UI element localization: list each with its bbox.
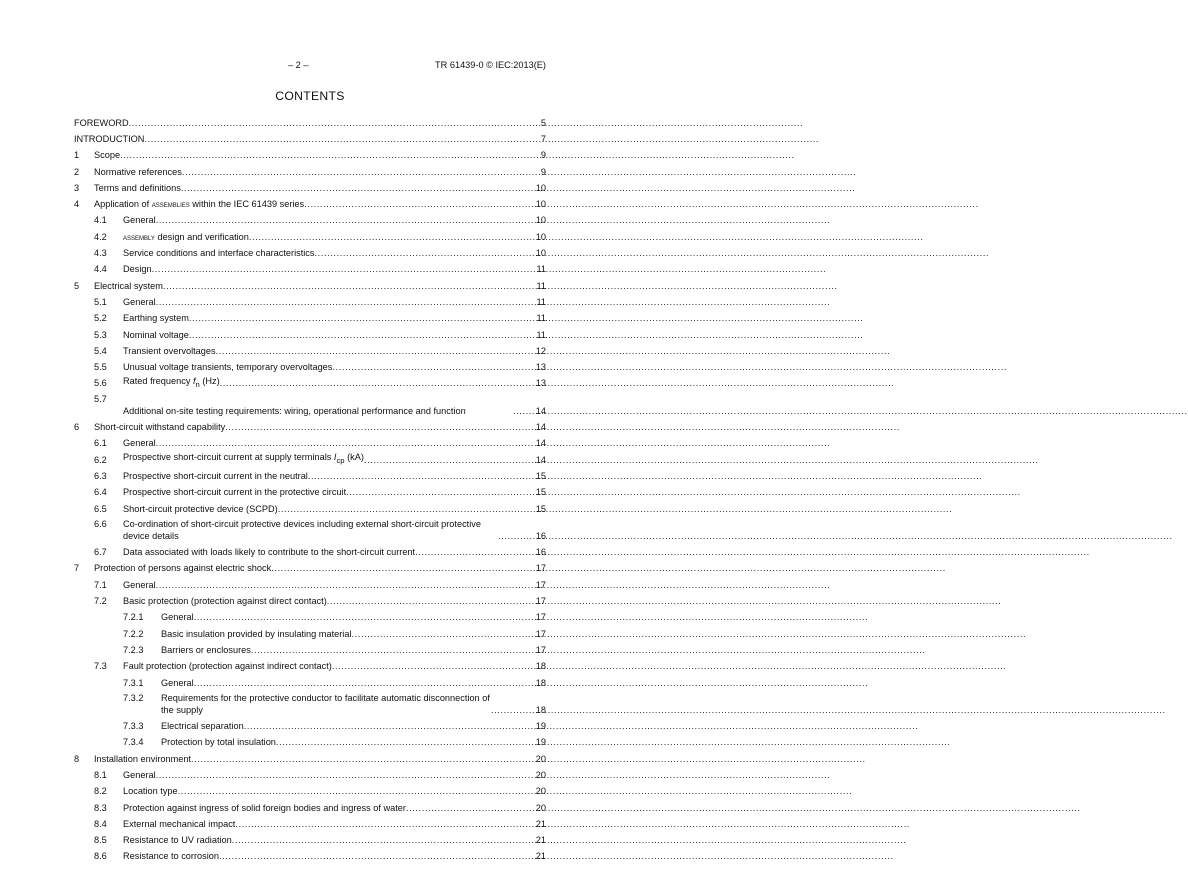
toc-entry-page: 20 — [535, 769, 546, 780]
toc-entry-title: Short-circuit withstand capability — [94, 422, 226, 433]
toc-entry-number: 7.3.2 — [123, 693, 144, 704]
toc-entry-title: Transient overvoltages — [123, 345, 216, 356]
toc-entry-title: Design — [123, 264, 152, 275]
document-reference: TR 61439-0 © IEC:2013(E) — [435, 60, 546, 70]
toc-entry-number: 4 — [74, 199, 80, 210]
toc-entry-title: Earthing system — [123, 313, 189, 324]
toc-entry-title: Normative references — [94, 166, 182, 177]
toc-entry-foreword[interactable] — [74, 113, 546, 129]
toc-entry-4-2[interactable] — [74, 227, 546, 243]
toc-entry-8-1[interactable] — [74, 765, 546, 781]
toc-entry-page: 17 — [535, 563, 546, 574]
toc-entry-page: 17 — [535, 644, 546, 655]
toc-entry-page: 14 — [535, 454, 546, 465]
toc-entry-page: 19 — [535, 721, 546, 732]
toc-entry-6[interactable] — [74, 417, 546, 433]
page-number: – 2 – — [288, 60, 309, 70]
toc-entry-number: 7.1 — [94, 579, 107, 590]
toc-entry-title: Co-ordination of short-circuit protective devices including external short-circuit protective device details — [123, 519, 481, 541]
toc-entry-page: 12 — [535, 345, 546, 356]
toc-entry-6-4[interactable] — [74, 483, 546, 499]
toc-entry-title: Requirements for the protective conductor to facilitate automatic disconnection of the supply — [161, 693, 490, 715]
toc-entry-number: 6.6 — [94, 519, 107, 530]
toc-entry-6-2[interactable] — [74, 450, 546, 466]
toc-entry-page: 11 — [536, 264, 546, 275]
toc-entry-number: 6.3 — [94, 470, 107, 481]
toc-entry-title: Scope — [94, 150, 121, 161]
toc-entry-title: General — [123, 579, 156, 590]
toc-entry-2[interactable] — [74, 162, 546, 178]
toc-entry-title: Resistance to corrosion — [123, 851, 220, 862]
toc-entry-4[interactable] — [74, 194, 546, 210]
toc-entry-number: 6.1 — [94, 438, 107, 449]
toc-entry-4-3[interactable] — [74, 243, 546, 259]
toc-entry-title: Barriers or enclosures — [161, 644, 251, 655]
toc-entry-page: 11 — [536, 280, 546, 291]
toc-entry-number: 4.3 — [94, 248, 107, 259]
toc-entry-number: 5.6 — [94, 378, 107, 389]
toc-entry-7-2[interactable] — [74, 591, 546, 607]
toc-entry-page: 10 — [535, 182, 546, 193]
toc-entry-number: 7.2.3 — [123, 644, 144, 655]
toc-entry-title: FOREWORD — [74, 117, 129, 128]
toc-entry-6-5[interactable] — [74, 499, 546, 515]
toc-entry-number: 5.2 — [94, 313, 107, 324]
toc-entry-title: Short-circuit protective device (SCPD) — [123, 503, 278, 514]
toc-entry-page: 17 — [535, 596, 546, 607]
toc-entry-page: 17 — [535, 612, 546, 623]
toc-entry-number: 8.6 — [94, 851, 107, 862]
toc-entry-page: 10 — [535, 231, 546, 242]
toc-entry-title: Fault protection (protection against indirect contact) — [123, 661, 332, 672]
toc-entry-4-1[interactable] — [74, 211, 546, 227]
toc-entry-title: INTRODUCTION — [74, 134, 145, 144]
toc-entry-title: Prospective short-circuit current in the neutral — [123, 470, 308, 481]
toc-entry-title: Data associated with loads likely to contribute to the short-circuit current — [123, 547, 416, 558]
toc-entry-page: 11 — [536, 329, 546, 340]
toc-entry-title: Prospective short-circuit current at supply terminals $I_{cp}$ (kA) — [123, 451, 364, 465]
toc-entry-5-6[interactable] — [74, 374, 546, 390]
toc-entry-4-4[interactable] — [74, 260, 546, 276]
toc-entry-number: 4.2 — [94, 231, 107, 242]
toc-entry-number: 1 — [74, 150, 80, 161]
toc-entry-title: Unusual voltage transients, temporary overvoltages — [123, 362, 333, 373]
toc-entry-page: 18 — [535, 677, 546, 688]
toc-entry-number: 7.3.4 — [123, 737, 144, 748]
toc-entry-page: 14 — [535, 438, 546, 449]
toc-entry-8-2[interactable] — [74, 782, 546, 798]
toc-entry-6-3[interactable] — [74, 466, 546, 482]
toc-entry-page: 16 — [535, 530, 546, 541]
toc-entry-page: 15 — [535, 470, 546, 481]
toc-entry-number: 6 — [74, 422, 80, 433]
toc-entry-page: 10 — [535, 248, 546, 259]
toc-entry-title: General — [161, 677, 194, 688]
toc-entry-page: 11 — [536, 313, 546, 324]
toc-entry-title: Resistance to UV radiation — [123, 835, 232, 846]
toc-entry-title: Protection of persons against electric shock — [94, 563, 272, 574]
toc-entry-number: 4.4 — [94, 264, 107, 275]
toc-entry-7-2-3[interactable] — [74, 640, 546, 656]
toc-entry-title: General — [161, 612, 194, 623]
toc-entry-page: 21 — [535, 851, 546, 862]
toc-entry-page: 14 — [535, 422, 546, 433]
toc-entry-number: 5 — [74, 280, 80, 291]
page-header — [0, 60, 620, 74]
toc-entry-title: General — [123, 438, 156, 449]
toc-entry-number: 6.4 — [94, 487, 107, 498]
toc-entry-title: Installation environment — [94, 753, 192, 764]
toc-entry-number: 8.1 — [94, 769, 107, 780]
toc-entry-page: 21 — [535, 835, 546, 846]
toc-entry-5-3[interactable] — [74, 325, 546, 341]
toc-entry-1[interactable] — [74, 146, 546, 162]
toc-entry-page: 15 — [535, 487, 546, 498]
toc-entry-page: 16 — [535, 547, 546, 558]
toc-entry-title: Protection against ingress of solid foreign bodies and ingress of water — [123, 802, 406, 813]
toc-entry-page: 20 — [535, 802, 546, 813]
toc-entry-5-1[interactable] — [74, 292, 546, 308]
toc-entry-5[interactable] — [74, 276, 546, 292]
toc-entry-7-3-4[interactable] — [74, 733, 546, 749]
toc-entry-page: 10 — [535, 199, 546, 210]
toc-entry-page: 18 — [535, 704, 546, 715]
toc-entry-title: Electrical system — [94, 280, 163, 291]
toc-entry-7-2-1[interactable] — [74, 608, 546, 624]
toc-entry-7-3-2[interactable] — [74, 689, 546, 716]
toc-entry-title: Additional on-site testing requirements: wiring, operational performance and function — [123, 405, 466, 416]
toc-entry-page: 21 — [535, 818, 546, 829]
toc-entry-6-1[interactable] — [74, 434, 546, 450]
toc-entry-title: Location type — [123, 786, 178, 797]
toc-entry-5-4[interactable] — [74, 341, 546, 357]
toc-entry-number: 8.4 — [94, 818, 107, 829]
toc-entry-number: 7.3 — [94, 661, 107, 672]
toc-entry-7-2-2[interactable] — [74, 624, 546, 640]
toc-entry-number: 8.5 — [94, 835, 107, 846]
toc-entry-introduction[interactable] — [74, 129, 546, 145]
toc-entry-page: 7 — [540, 134, 546, 144]
toc-entry-title: Application of assemblies within the IEC 61439 series — [94, 199, 305, 210]
toc-entry-title: Terms and definitions — [94, 182, 181, 193]
toc-entry-page: 9 — [540, 150, 546, 161]
toc-entry-page: 10 — [535, 215, 546, 226]
toc-entry-title: General — [123, 215, 156, 226]
toc-entry-7-3-3[interactable] — [74, 716, 546, 732]
toc-entry-number: 8.2 — [94, 786, 107, 797]
toc-entry-7-3-1[interactable] — [74, 673, 546, 689]
toc-entry-title: Rated frequency $f_n$ (Hz) — [123, 375, 220, 389]
toc-entry-number: 2 — [74, 166, 80, 177]
toc-entry-5-5[interactable] — [74, 357, 546, 373]
toc-entry-page: 19 — [535, 737, 546, 748]
toc-entry-page: 17 — [535, 579, 546, 590]
toc-entry-title: Nominal voltage — [123, 329, 189, 340]
toc-entry-8-3[interactable] — [74, 798, 546, 814]
toc-entry-6-7[interactable] — [74, 542, 546, 558]
toc-entry-number: 8 — [74, 753, 80, 764]
page-title: CONTENTS — [275, 89, 345, 103]
toc-entry-title: Basic protection (protection against direct contact) — [123, 596, 327, 607]
toc-entry-number: 7.2 — [94, 596, 107, 607]
toc-entry-number: 7.2.1 — [123, 612, 144, 623]
toc-entry-title: External mechanical impact — [123, 818, 236, 829]
toc-entry-8-4[interactable] — [74, 814, 546, 830]
toc-entry-number: 7.3.3 — [123, 721, 144, 732]
toc-entry-title: Service conditions and interface characteristics — [123, 248, 315, 259]
toc-entry-7-3[interactable] — [74, 657, 546, 673]
toc-entry-title: General — [123, 296, 156, 307]
toc-entry-number: 5.3 — [94, 329, 107, 340]
toc-entry-7[interactable] — [74, 559, 546, 575]
toc-entry-title: Protection by total insulation — [161, 737, 276, 748]
toc-entry-number: 6.5 — [94, 503, 107, 514]
toc-entry-title: Prospective short-circuit current in the protective circuit — [123, 487, 347, 498]
toc-entry-3[interactable] — [74, 178, 546, 194]
toc-entry-page: 9 — [540, 166, 546, 177]
toc-entry-8-6[interactable] — [74, 847, 546, 863]
toc-entry-title: Basic insulation provided by insulating material — [161, 628, 352, 639]
toc-entry-number: 5.5 — [94, 362, 107, 373]
toc-entry-page: 15 — [535, 503, 546, 514]
toc-entry-number: 7.2.2 — [123, 628, 144, 639]
toc-entry-number: 7.3.1 — [123, 677, 144, 688]
toc-entry-page: 18 — [535, 661, 546, 672]
toc-entry-page: 13 — [535, 362, 546, 373]
toc-entry-page: 20 — [535, 786, 546, 797]
toc-entry-number: 5.7 — [94, 394, 107, 405]
toc-entry-title: General — [123, 769, 156, 780]
toc-entry-title: assembly design and verification — [123, 231, 249, 242]
toc-entry-page: 13 — [535, 378, 546, 389]
toc-entry-5-2[interactable] — [74, 309, 546, 325]
toc-entry-page: 14 — [535, 405, 546, 416]
toc-entry-title: Electrical separation — [161, 721, 244, 732]
toc-entry-number: 5.4 — [94, 345, 107, 356]
toc-entry-number: 6.7 — [94, 547, 107, 558]
toc-entry-number: 7 — [74, 563, 80, 574]
toc-entry-number: 6.2 — [94, 454, 107, 465]
toc-entry-number: 8.3 — [94, 802, 107, 813]
toc-entry-8[interactable] — [74, 749, 546, 765]
toc-entry-number: 3 — [74, 182, 80, 193]
toc-entry-7-1[interactable] — [74, 575, 546, 591]
toc-entry-page: 20 — [535, 753, 546, 764]
toc-entry-8-5[interactable] — [74, 830, 546, 846]
toc-entry-page: 17 — [535, 628, 546, 639]
toc-entry-number: 4.1 — [94, 215, 107, 226]
toc-entry-number: 5.1 — [94, 296, 107, 307]
toc-entry-6-6[interactable] — [74, 515, 546, 542]
toc-entry-5-7[interactable] — [74, 390, 546, 417]
toc-entry-page: 11 — [536, 296, 546, 307]
table-of-contents — [74, 113, 546, 863]
toc-entry-page: 5 — [540, 117, 546, 128]
